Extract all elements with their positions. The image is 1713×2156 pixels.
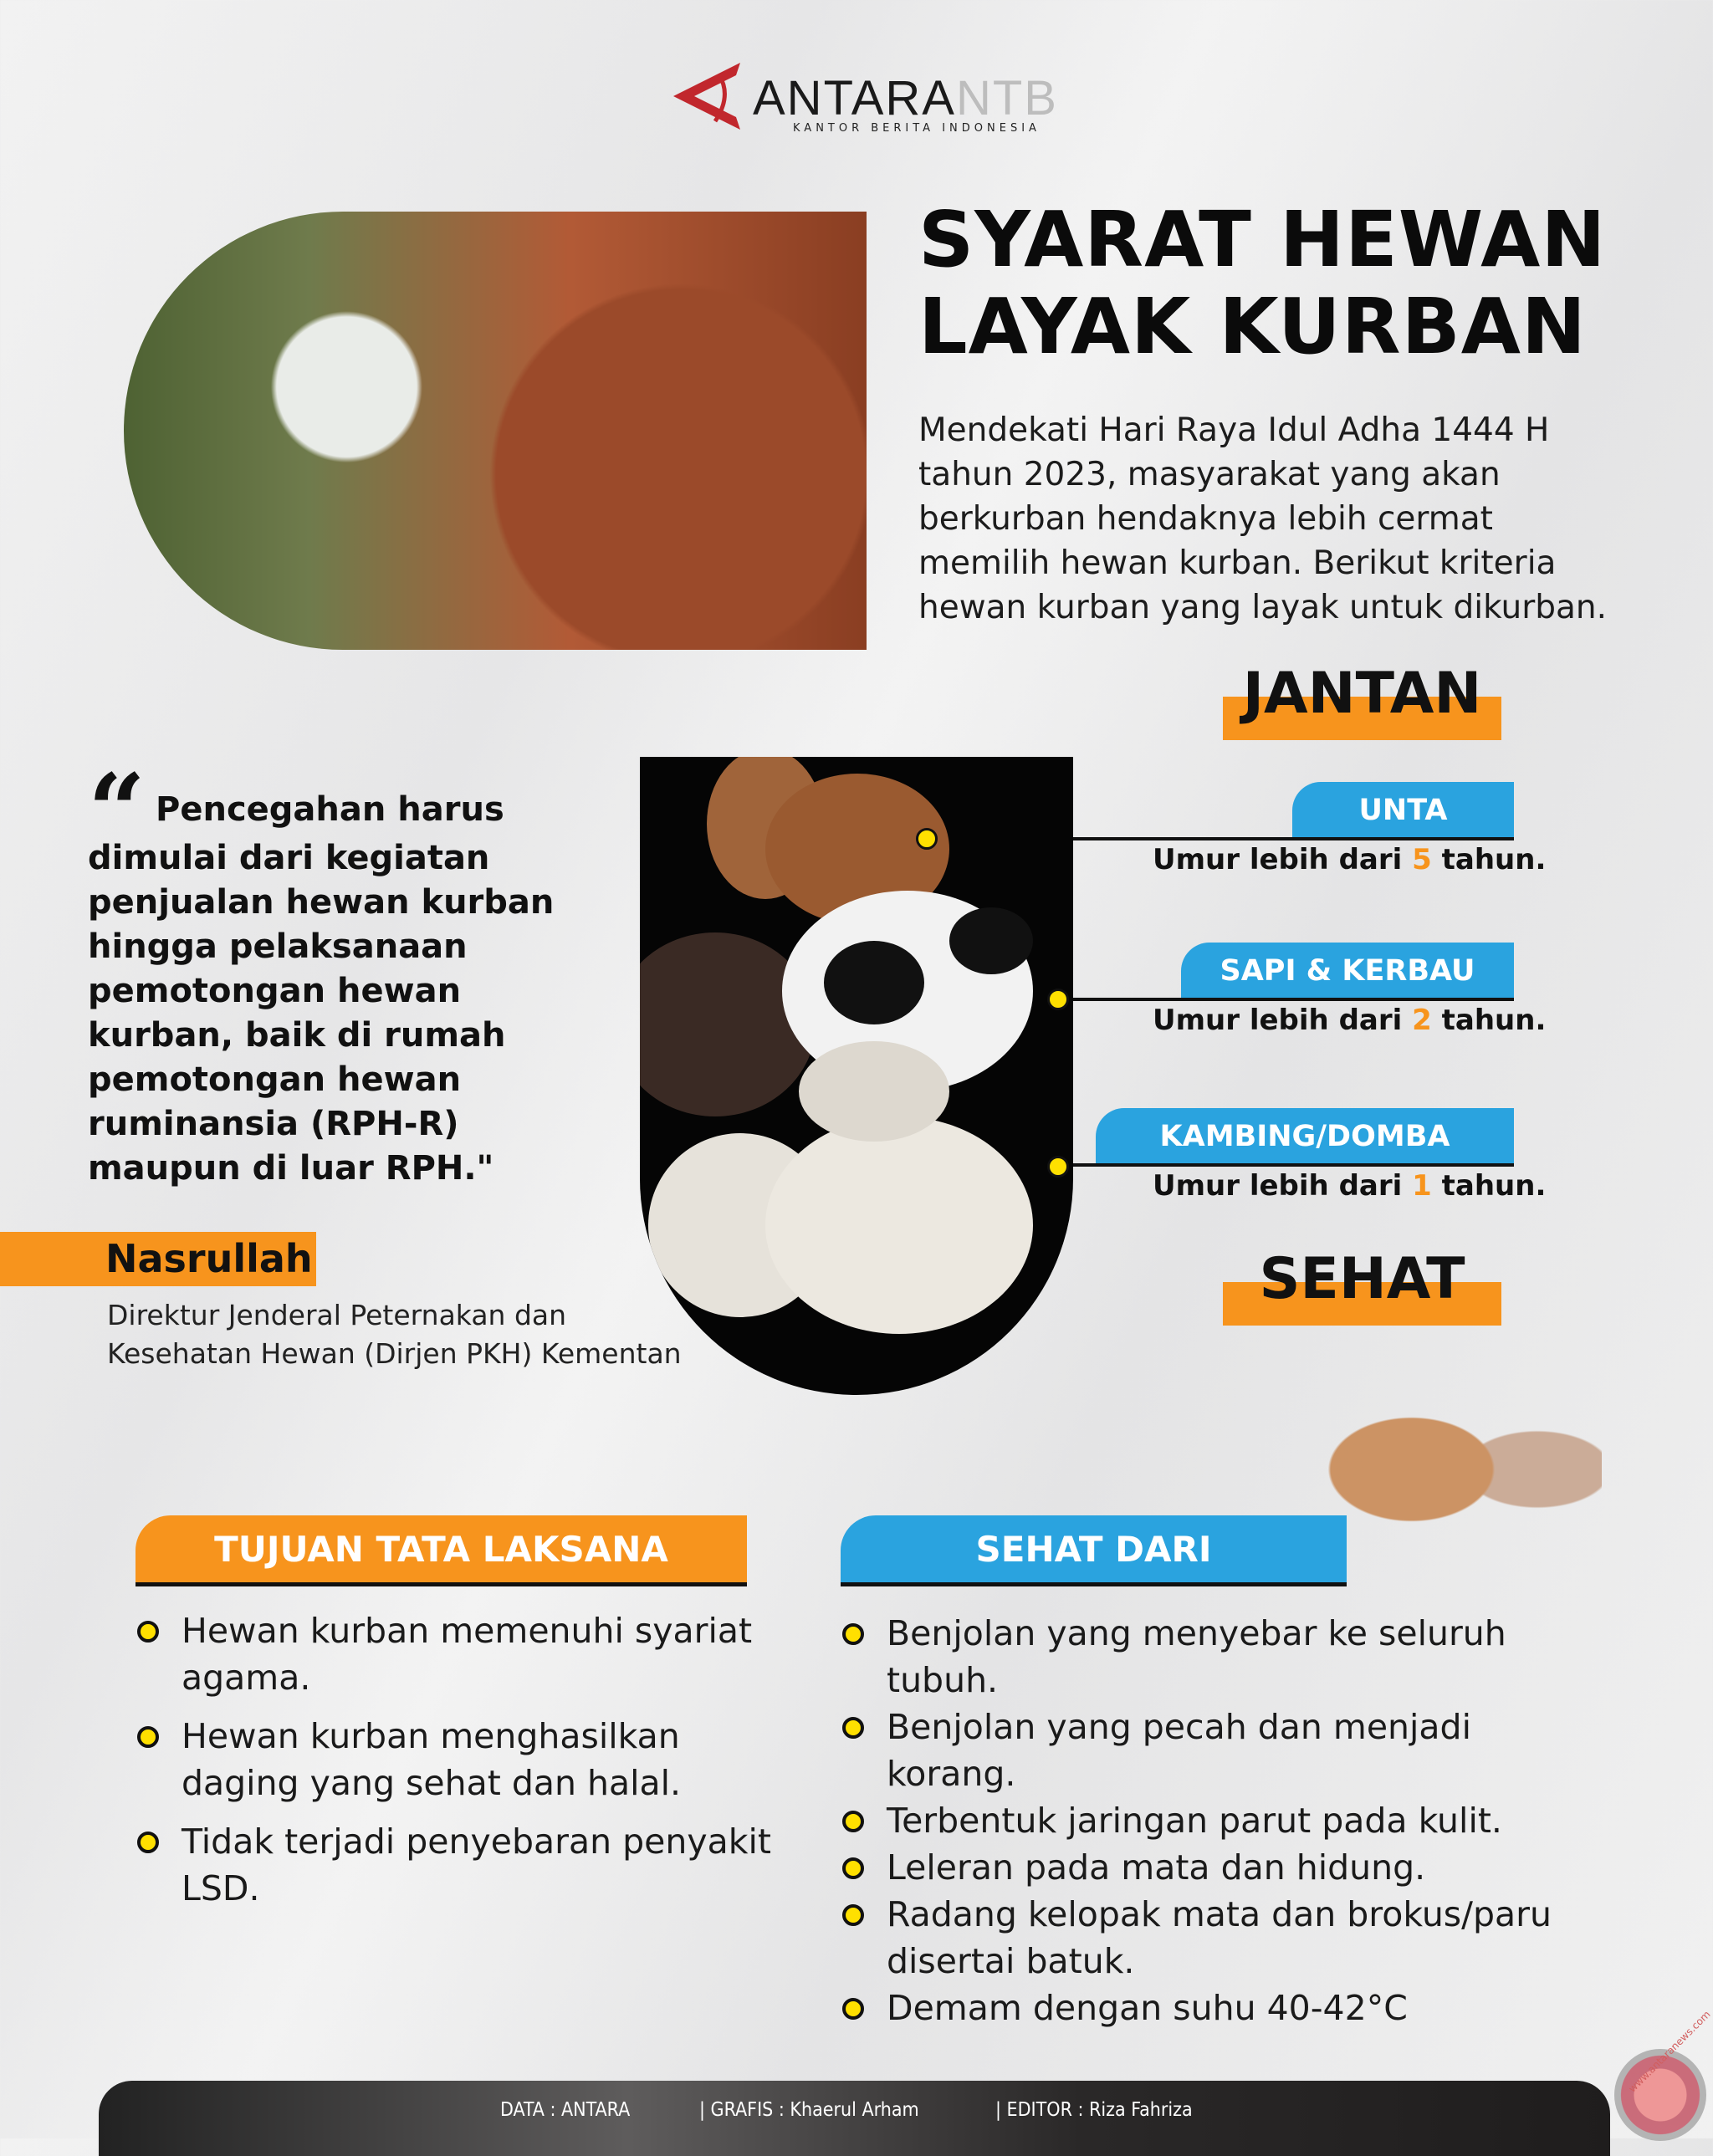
bullet-icon <box>137 1726 159 1748</box>
list-item <box>841 1844 1610 1891</box>
animals-panel <box>640 757 1073 1395</box>
list-item <box>841 1985 1610 2031</box>
item-text: Tidak terjadi penyebaran penyakit LSD. <box>182 1821 771 1908</box>
bullet-icon <box>137 1832 159 1853</box>
item-text: Hewan kurban menghasilkan daging yang sehat dan halal. <box>182 1716 682 1803</box>
bullet-icon <box>842 1623 864 1645</box>
jantan-label <box>1223 661 1501 740</box>
age-suffix: tahun. <box>1431 1004 1547 1037</box>
logo-brand: ANTARA <box>753 71 956 125</box>
vet-inspecting-cow-photo <box>124 212 867 650</box>
age-suffix: tahun. <box>1431 843 1547 876</box>
role-line-1: Direktur Jenderal Peternakan dan <box>107 1299 567 1331</box>
list-item <box>841 1891 1610 1985</box>
item-text: Benjolan yang menyebar ke seluruh tubuh. <box>887 1613 1506 1700</box>
age-prefix: Umur lebih dari <box>1153 843 1413 876</box>
list-item <box>841 1610 1610 1704</box>
quote-mark-icon: “ <box>88 752 146 870</box>
bullet-icon <box>137 1621 159 1643</box>
age-years: 1 <box>1412 1169 1432 1203</box>
item-text: Radang kelopak mata dan brokus/paru disertai batuk. <box>887 1894 1552 1981</box>
list-item <box>841 1704 1610 1797</box>
age-prefix: Umur lebih dari <box>1153 1004 1413 1037</box>
logo-region: NTB <box>955 71 1058 125</box>
credit-editor: | EDITOR : Riza Fahriza <box>995 2099 1193 2121</box>
connector-line <box>1073 998 1514 1001</box>
tab-unta: UNTA <box>1292 782 1514 839</box>
sehat-dari-header: SEHAT DARI <box>841 1515 1347 1586</box>
sehat-label <box>1223 1246 1501 1326</box>
tab-kambing-domba: KAMBING/DOMBA <box>1096 1108 1514 1165</box>
credit-data: DATA : ANTARA <box>500 2099 631 2121</box>
bullet-icon <box>842 1904 864 1926</box>
author-role <box>107 1296 682 1373</box>
credits-footer <box>99 2081 1610 2156</box>
quote-block <box>88 752 581 1191</box>
age-prefix: Umur lebih dari <box>1153 1169 1413 1203</box>
sehat-text: SEHAT <box>1259 1246 1465 1312</box>
list-item <box>136 1713 788 1806</box>
age-unta <box>1153 843 1546 876</box>
item-text: Hewan kurban memenuhi syariat agama. <box>182 1611 753 1698</box>
title-line-2: LAYAK KURBAN <box>918 282 1587 371</box>
list-item <box>841 1797 1610 1844</box>
age-years: 2 <box>1412 1004 1432 1037</box>
age-suffix: tahun. <box>1431 1169 1547 1203</box>
sapi-marker-dot <box>1047 989 1069 1010</box>
bullet-icon <box>842 1717 864 1739</box>
antara-ntb-logo <box>669 59 1058 142</box>
watermark-text: www.antaranews.com <box>1626 2008 1713 2095</box>
antara-logo-mark-icon <box>669 59 744 134</box>
age-years: 5 <box>1412 843 1432 876</box>
unta-marker-dot <box>916 828 938 850</box>
item-text: Demam dengan suhu 40-42°C <box>887 1988 1408 2028</box>
item-text: Leleran pada mata dan hidung. <box>887 1847 1426 1888</box>
kambing-marker-dot <box>1047 1156 1069 1178</box>
tujuan-header: TUJUAN TATA LAKSANA <box>136 1515 747 1586</box>
connector-line <box>1073 1163 1514 1167</box>
logo-tagline: KANTOR BERITA INDONESIA <box>793 122 1041 135</box>
antaranews-watermark-icon <box>1614 2008 1713 2141</box>
item-text: Terbentuk jaringan parut pada kulit. <box>887 1801 1502 1841</box>
age-sapi-kerbau <box>1153 1004 1546 1037</box>
role-line-2: Kesehatan Hewan (Dirjen PKH) Kementan <box>107 1337 682 1370</box>
item-text: Benjolan yang pecah dan menjadi korang. <box>887 1707 1471 1794</box>
animals-illustration <box>640 757 1073 1395</box>
sehat-dari-list <box>841 1610 1610 2031</box>
age-kambing-domba <box>1153 1169 1546 1203</box>
list-item <box>136 1818 788 1912</box>
intro-paragraph: Mendekati Hari Raya Idul Adha 1444 H tahun 2023, masyarakat yang akan berkurban hendaknya lebih cermat memilih hewan kurban. Berikut kriteria hewan kurban yang layak untuk dikurban. <box>918 411 1607 626</box>
bullet-icon <box>842 1998 864 2020</box>
credit-grafis: | GRAFIS : Khaerul Arham <box>699 2099 919 2121</box>
connector-line <box>1073 837 1514 840</box>
bullet-icon <box>842 1811 864 1832</box>
quote-text: Pencegahan harus dimulai dari kegiatan penjualan hewan kurban hingga pelaksanaan pemotongan hewan kurban, baik di rumah pemotongan hewan ruminansia (RPH-R) maupun di luar RPH." <box>88 790 555 1188</box>
page-title <box>918 197 1606 370</box>
title-line-1: SYARAT HEWAN <box>918 195 1607 284</box>
quote-author: Nasrullah <box>0 1232 316 1286</box>
tab-sapi-kerbau: SAPI & KERBAU <box>1181 943 1514 999</box>
bullet-icon <box>842 1857 864 1879</box>
jantan-text: JANTAN <box>1242 661 1482 727</box>
tujuan-list <box>136 1607 788 1912</box>
list-item <box>136 1607 788 1701</box>
cow-and-goat-image <box>1309 1372 1602 1589</box>
